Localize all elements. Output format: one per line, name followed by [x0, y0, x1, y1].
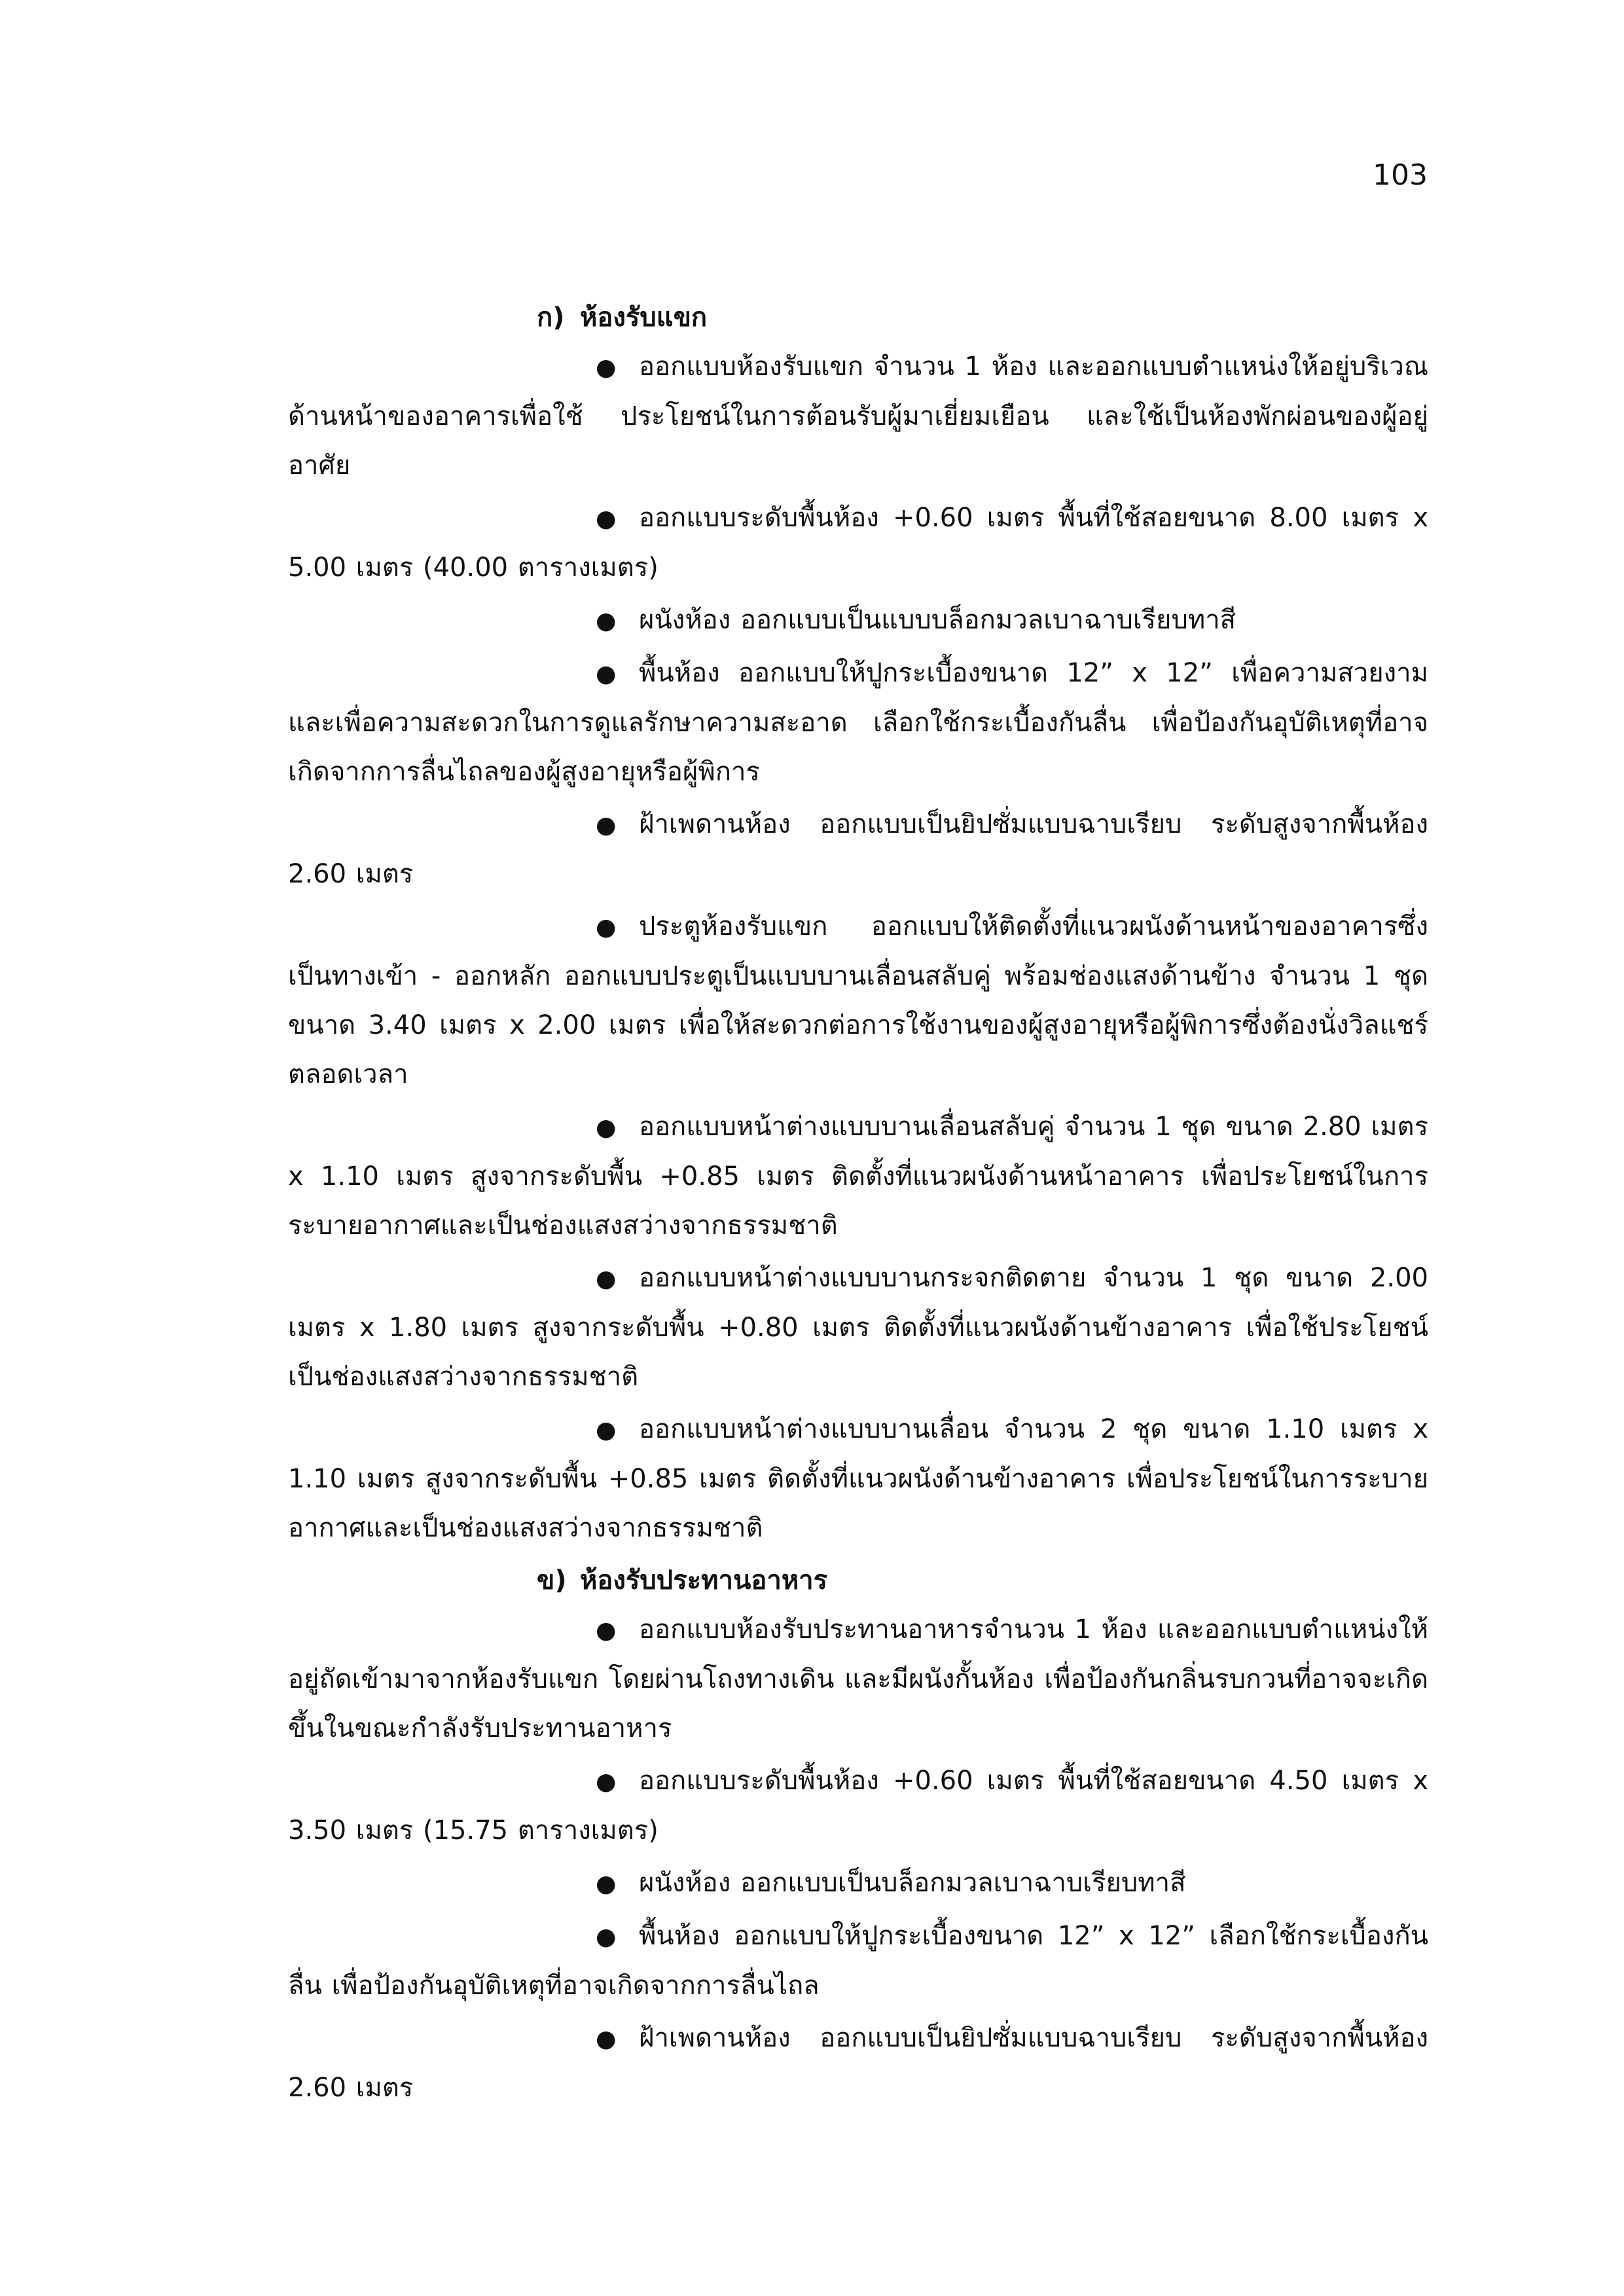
section-heading-living-room: [288, 293, 1428, 342]
bullet-paragraph: ● ออกแบบหน้าต่างแบบบานกระจกติดตาย จำนวน 1 ชุด ขนาด 2.00 เมตร x 1.80 เมตร สูงจากระดับพื้น +0.80 เมตร ติดตั้งที่แนวผนังด้านข้างอาคาร เพื่อใช้ประโยชน์เป็นช่องแสงสว่างจากธรรมชาติ: [288, 1254, 1428, 1402]
bullet-paragraph: ● ออกแบบหน้าต่างแบบบานเลื่อน จำนวน 2 ชุด ขนาด 1.10 เมตร x 1.10 เมตร สูงจากระดับพื้น +0.85 เมตร ติดตั้งที่แนวผนังด้านข้างอาคาร เพื่อประโยชน์ในการระบายอากาศและเป็นช่องแสงสว่างจากธรรมชาติ: [288, 1405, 1428, 1553]
bullet-paragraph: ● พื้นห้อง ออกแบบให้ปูกระเบื้องขนาด 12” x 12” เพื่อความสวยงามและเพื่อความสะดวกในการดูแลรักษาความสะอาด เลือกใช้กระเบื้องกันลื่น เพื่อป้องกันอุบัติเหตุที่อาจเกิดจากการลื่นไถลของผู้สูงอายุหรือผู้พิการ: [288, 649, 1428, 797]
bullet-icon: ●: [596, 1617, 617, 1644]
bullet-icon: ●: [596, 1266, 617, 1292]
bullet-icon: ●: [596, 1768, 617, 1795]
bullet-icon: ●: [596, 608, 617, 634]
section-title: ห้องรับประทานอาหาร: [580, 1565, 828, 1595]
bullet-paragraph: ● ออกแบบระดับพื้นห้อง +0.60 เมตร พื้นที่ใช้สอยขนาด 4.50 เมตร x 3.50 เมตร (15.75 ตารางเมตร): [288, 1757, 1428, 1855]
section-heading-dining-room: [288, 1556, 1428, 1605]
bullet-icon: ●: [596, 1870, 617, 1897]
document-body: [288, 293, 1428, 2116]
bullet-icon: ●: [596, 1114, 617, 1141]
bullet-icon: ●: [596, 661, 617, 687]
bullet-icon: ●: [596, 1923, 617, 1950]
bullet-icon: ●: [596, 812, 617, 839]
bullet-paragraph: ● ผนังห้อง ออกแบบเป็นแบบบล็อกมวลเบาฉาบเรียบทาสี: [288, 596, 1428, 646]
bullet-paragraph: ● ประตูห้องรับแขก ออกแบบให้ติดตั้งที่แนวผนังด้านหน้าของอาคารซึ่งเป็นทางเข้า - ออกหลัก ออกแบบประตูเป็นแบบบานเลื่อนสลับคู่ พร้อมช่องแสงด้านข้าง จำนวน 1 ชุด ขนาด 3.40 เมตร x 2.00 เมตร เพื่อให้สะดวกต่อการใช้งานของผู้สูงอายุหรือผู้พิการซึ่งต้องนั่งวิลแชร์ตลอดเวลา: [288, 902, 1428, 1099]
bullet-paragraph: ● ออกแบบห้องรับแขก จำนวน 1 ห้อง และออกแบบตำแหน่งให้อยู่บริเวณด้านหน้าของอาคารเพื่อใช้ ประโยชน์ในการต้อนรับผู้มาเยี่ยมเยือน และใช้เป็นห้องพักผ่อนของผู้อยู่อาศัย: [288, 342, 1428, 490]
section-marker: ข): [537, 1565, 567, 1595]
section-marker: ก): [537, 302, 565, 333]
bullet-icon: ●: [596, 2026, 617, 2052]
bullet-paragraph: ● ฝ้าเพดานห้อง ออกแบบเป็นยิปซั่มแบบฉาบเรียบ ระดับสูงจากพื้นห้อง 2.60 เมตร: [288, 800, 1428, 899]
bullet-paragraph: ● พื้นห้อง ออกแบบให้ปูกระเบื้องขนาด 12” x 12” เลือกใช้กระเบื้องกันลื่น เพื่อป้องกันอุบัติเหตุที่อาจเกิดจากการลื่นไถล: [288, 1912, 1428, 2011]
bullet-paragraph: ● ออกแบบห้องรับประทานอาหารจำนวน 1 ห้อง และออกแบบตำแหน่งให้อยู่ถัดเข้ามาจากห้องรับแขก โดยผ่านโถงทางเดิน และมีผนังกั้นห้อง เพื่อป้องกันกลิ่นรบกวนที่อาจจะเกิดขึ้นในขณะกำลังรับประทานอาหาร: [288, 1605, 1428, 1753]
section-title: ห้องรับแขก: [580, 302, 708, 333]
bullet-paragraph: ● ออกแบบระดับพื้นห้อง +0.60 เมตร พื้นที่ใช้สอยขนาด 8.00 เมตร x 5.00 เมตร (40.00 ตารางเมตร): [288, 494, 1428, 592]
bullet-icon: ●: [596, 1417, 617, 1444]
page-number: 103: [1373, 158, 1428, 192]
bullet-paragraph: ● ผนังห้อง ออกแบบเป็นบล็อกมวลเบาฉาบเรียบทาสี: [288, 1859, 1428, 1908]
bullet-icon: ●: [596, 505, 617, 532]
bullet-paragraph: ● ฝ้าเพดานห้อง ออกแบบเป็นยิปซั่มแบบฉาบเรียบ ระดับสูงจากพื้นห้อง 2.60 เมตร: [288, 2014, 1428, 2113]
bullet-paragraph: ● ออกแบบหน้าต่างแบบบานเลื่อนสลับคู่ จำนวน 1 ชุด ขนาด 2.80 เมตร x 1.10 เมตร สูงจากระดับพื้น +0.85 เมตร ติดตั้งที่แนวผนังด้านหน้าอาคาร เพื่อประโยชน์ในการระบายอากาศและเป็นช่องแสงสว่างจากธรรมชาติ: [288, 1102, 1428, 1250]
bullet-icon: ●: [596, 354, 617, 381]
bullet-icon: ●: [596, 914, 617, 941]
